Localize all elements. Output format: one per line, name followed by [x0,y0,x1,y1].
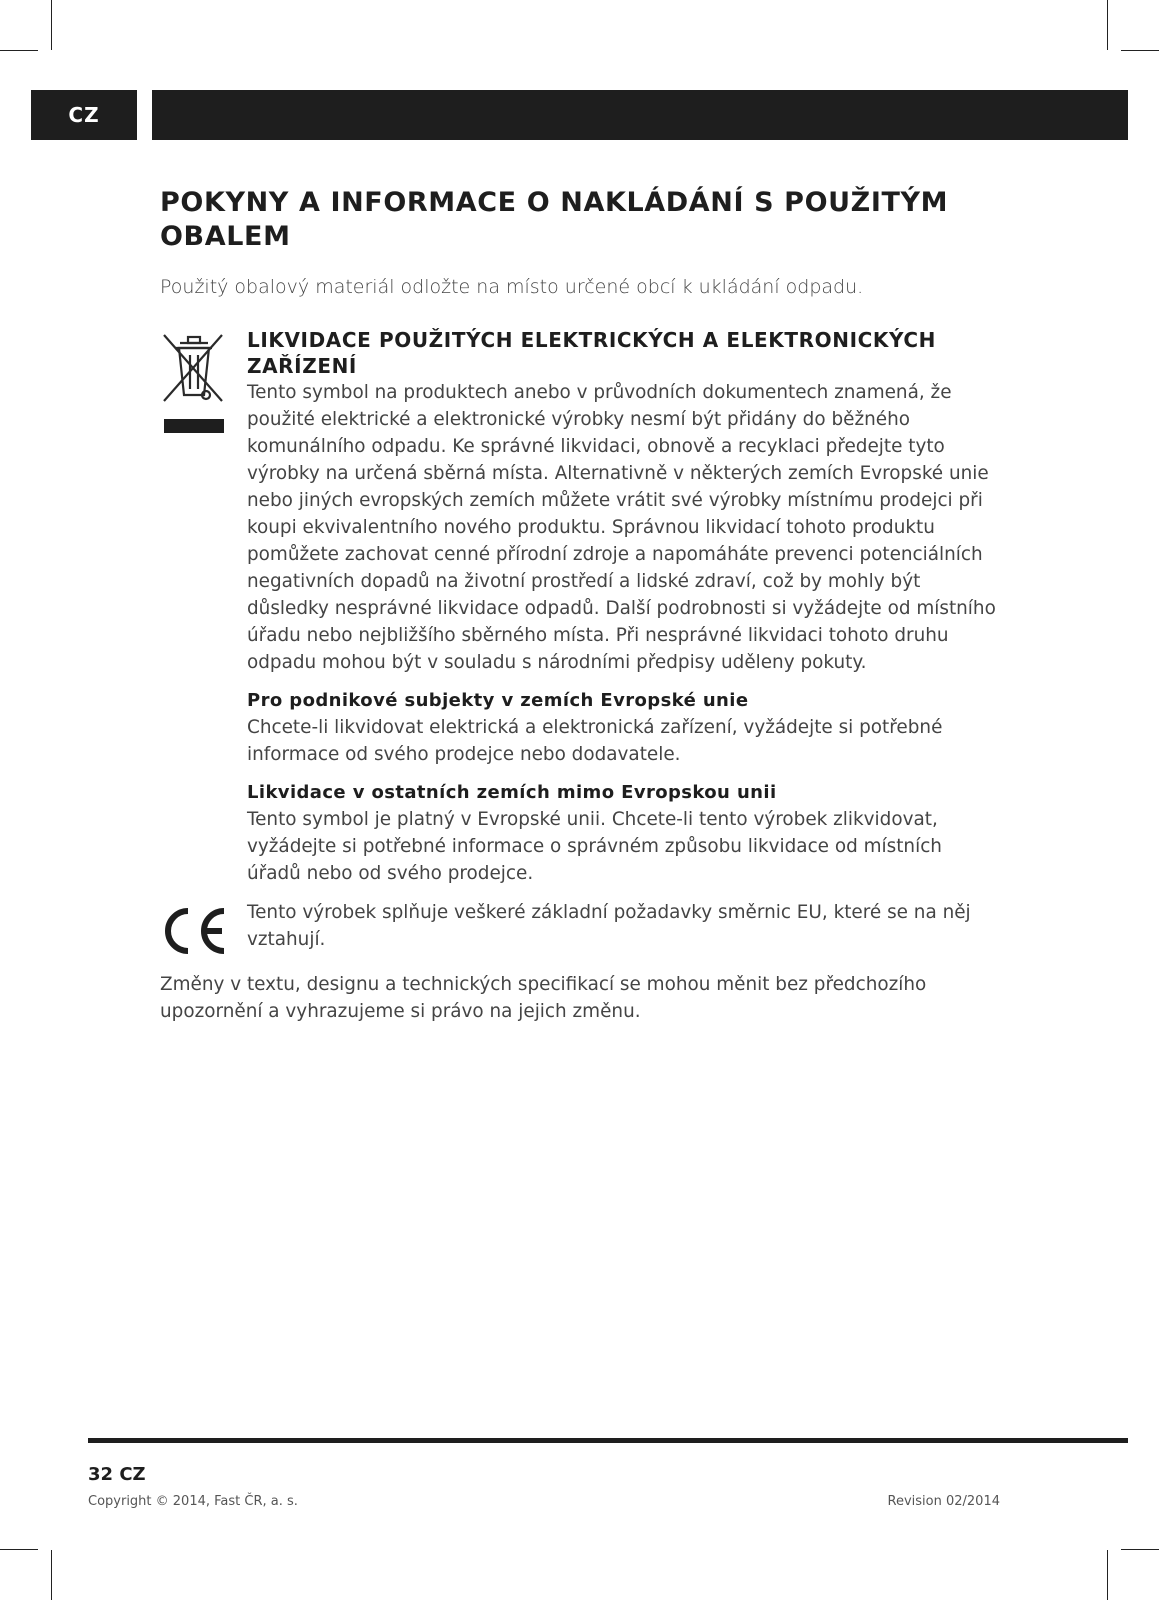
language-tab: CZ [31,90,137,140]
crop-mark [1121,50,1159,51]
weee-title: LIKVIDACE POUŽITÝCH ELEKTRICKÝCH A ELEKTRONICKÝCH ZAŘÍZENÍ [247,328,936,378]
page-number: 32 CZ [88,1464,146,1485]
crop-mark [1107,0,1108,50]
footer-divider [88,1438,1128,1443]
crop-mark [51,1550,52,1600]
weee-section [160,327,1000,887]
copyright: Copyright © 2014, Fast ČR, a. s. [88,1494,298,1509]
revision: Revision 02/2014 [887,1494,1000,1509]
ce-mark-icon [160,905,230,957]
page-content [160,186,1000,1025]
eu-business-heading: Pro podnikové subjekty v zemích Evropské unie [247,690,749,711]
crossed-bin-icon [160,331,226,439]
eu-business-body: Chcete-li likvidovat elektrická a elektronická zařízení, vyžádejte si potřebné informace od svého prodejce nebo dodavatele. [247,717,943,765]
crop-mark [1107,1550,1108,1600]
crop-mark [51,0,52,50]
crop-mark [0,50,38,51]
header-bar [152,90,1128,140]
non-eu-body: Tento symbol je platný v Evropské unii. Chcete-li tento výrobek zlikvidovat, vyžádejte si potřebné informace o správném způsobu likvidace od místních úřadů nebo od svého prodejce. [247,809,942,884]
ce-section [160,899,1000,953]
non-eu-heading: Likvidace v ostatních zemích mimo Evropskou unii [247,782,777,803]
disclaimer: Změny v textu, designu a technických specifikací se mohou měnit bez předchozího upozornění a vyhrazujeme si právo na jejich změnu. [160,974,927,1022]
page-title: POKYNY A INFORMACE O NAKLÁDÁNÍ S POUŽITÝM OBALEM [160,187,949,252]
packaging-note: Použitý obalový materiál odložte na místo určené obcí k ukládání odpadu. [160,276,864,298]
ce-compliance-text: Tento výrobek splňuje veškeré základní požadavky směrnic EU, které se na něj vztahují. [247,902,971,950]
weee-body: Tento symbol na produktech anebo v průvodních dokumentech znamená, že použité elektrické a elektronické výrobky nesmí být přidány do běžného komunálního odpadu. Ke správné likvidaci, obnově a recyklaci předejte tyto výrobky na určená sběrná místa. Alternativně v některých zemích Evropské unie nebo jiných evropských zemích můžete vrátit své výrobky místnímu prodejci při koupi ekvivalentního nového produktu. Správnou likvidací tohoto produktu pomůžete zachovat cenné přírodní zdroje a napomáháte prevenci potenciálních negativních dopadů na životní prostředí a lidské zdraví, což by mohly být důsledky nesprávné likvidace odpadů. Další podrobnosti si vyžádejte od místního úřadu nebo nejbližšího sběrného místa. Při nesprávné likvidaci tohoto druhu odpadu mohou být v souladu s národními předpisy uděleny pokuty. [247,382,996,673]
crop-mark [1121,1549,1159,1550]
crop-mark [0,1549,38,1550]
